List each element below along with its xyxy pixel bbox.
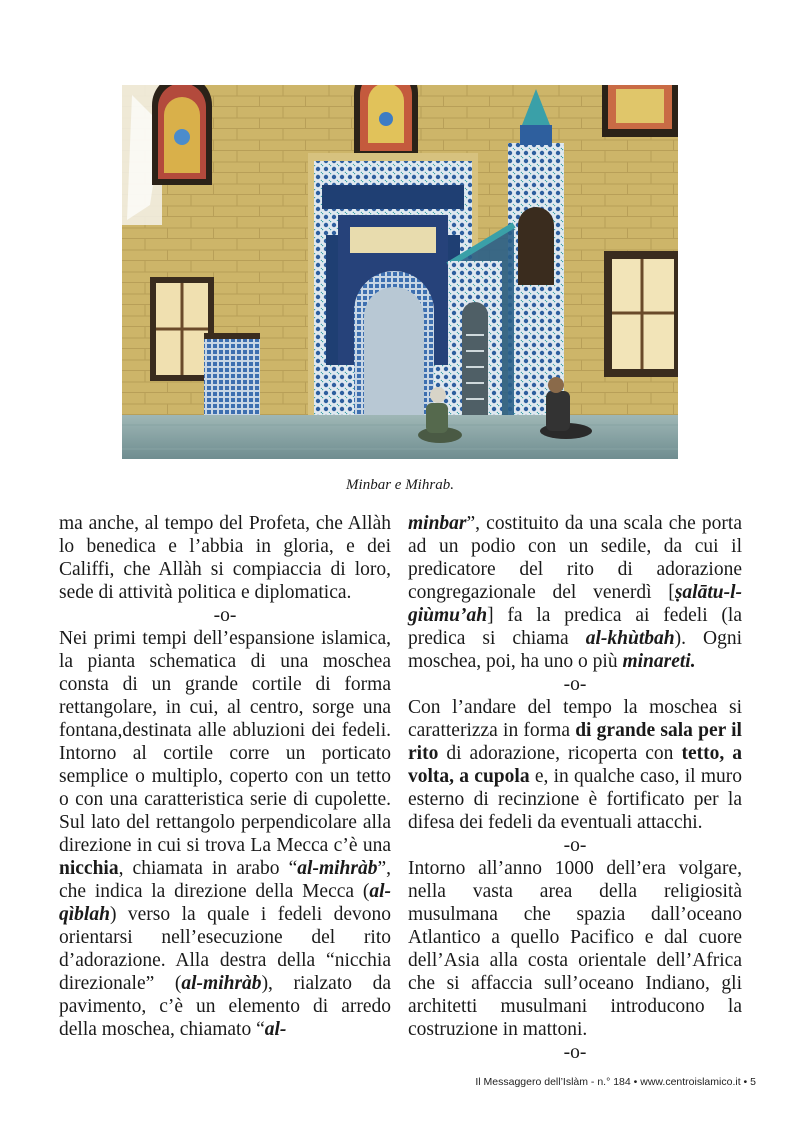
term-minareti: minareti. — [622, 651, 696, 672]
term-al-qiblah: al-qìblah — [59, 881, 391, 925]
section-separator: -o- — [563, 674, 587, 695]
page-footer — [475, 1076, 756, 1088]
left-paragraph-1: ma anche, al tempo del Profeta, che Allàh lo benedica e l’abbia in gloria, e dei Califfi, che Allàh si compiaccia di loro, sede di attività politica e diplomatica. — [59, 513, 391, 603]
footer-bullet: • — [633, 1076, 638, 1088]
left-paragraph-2: Nei primi tempi dell’espansione islamica, la pianta schematica di una moschea consta di un grande cortile di forma rettangolare, in cui, al centro, sorge una fontana,destinata alle abluzioni dei fedeli. Intorno al cortile corre un porticato semplice o multiplo, coperto con un tetto o con una caratteristica serie di cupolette. Sul lato del rettangolo perpendicolare alla direzione in cui si trova La Mecca c’è una nicchia, chiamata in arabo “al-mihràb”, che indica la direzione della Mecca (al-qìblah) verso la quale i fedeli devono orientarsi nell’esecuzione del rito d’adorazione. Alla destra della “nicchia direzionale” (al-mihràb), rialzato da pavimento, c’è un elemento di arredo della moschea, chiamato “al- — [59, 628, 391, 1040]
keyword-nicchia: nicchia — [59, 858, 119, 879]
right-paragraph-3: Intorno all’anno 1000 dell’era volgare, nella vasta area della religiosità musulmana che spazia dall’oceano Atlantico a quello Pacifico e dal cuore dell’Asia alla costa orientale dell’Africa che si affaccia sull’oceano Indiano, gli architetti musulmani introducono la costruzione in mattoni. — [408, 858, 742, 1040]
mosque-photo — [122, 85, 678, 459]
minbar-mihrab-illustration — [122, 85, 678, 459]
section-separator: -o- — [563, 1042, 587, 1063]
footer-bullet: • — [743, 1076, 748, 1088]
website-link[interactable]: www.centroislamico.it — [640, 1076, 741, 1088]
term-minbar: minbar — [408, 513, 467, 534]
right-column — [408, 512, 742, 1064]
photo-caption: Minbar e Mihrab. — [346, 477, 454, 493]
section-separator: -o- — [213, 605, 237, 626]
term-al-mihrab: al-mihràb — [297, 858, 378, 879]
page-number: 5 — [750, 1076, 756, 1088]
right-paragraph-1: minbar”, costituito da una scala che porta ad un podio con un sedile, da cui il predicatore del rito di adorazione congregazionale del venerdì [ṣalātu-l-giùmu’ah] fa la predica ai fedeli (la predica si chiama al-khùtbah). Ogni moschea, poi, ha uno o più minareti. — [408, 513, 742, 672]
section-separator: -o- — [563, 835, 587, 856]
term-al-minbar-start: al- — [264, 1019, 287, 1040]
keyword-tetto-volta-cupola: tetto, a volta, a cupola — [408, 743, 742, 787]
keyword-grande-sala: di grande sala per il rito — [408, 720, 742, 764]
right-paragraph-2: Con l’andare del tempo la moschea si caratterizza in forma di grande sala per il rito di adorazione, ricoperta con tetto, a volta, a cupola e, in qualche caso, il muro esterno di recinzione è fortificato per la difesa dei fedeli da eventuali attacchi. — [408, 697, 742, 833]
term-al-khutbah: al-khùtbah — [585, 628, 675, 649]
term-al-mihrab-2: al-mihràb — [181, 973, 262, 994]
left-column — [59, 512, 391, 1041]
magazine-issue: Il Messaggero dell’Islàm - n.° 184 — [475, 1076, 631, 1088]
term-salatu-l-giumuah: ṣalātu-l-giùmu’ah — [408, 582, 742, 626]
